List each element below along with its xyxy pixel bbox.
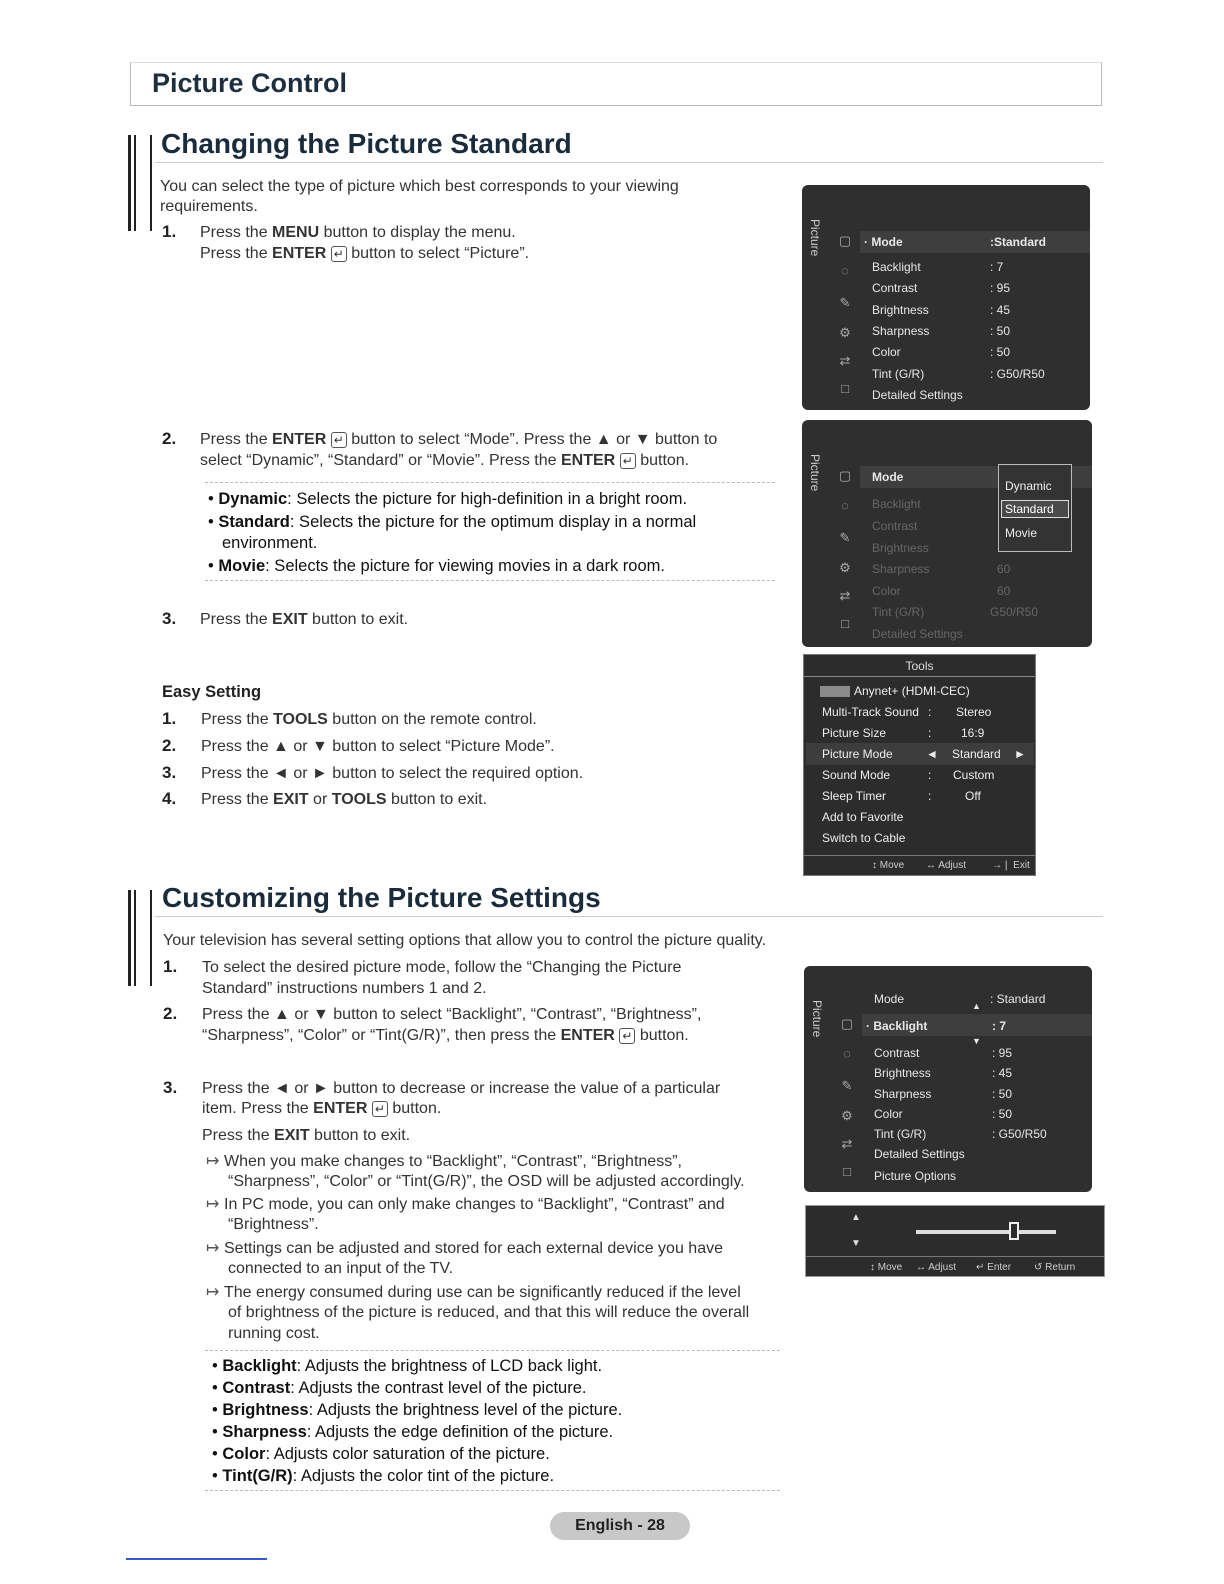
divider (205, 482, 775, 483)
step-text: “Sharpness”, “Color” or “Tint(G/R)”, then press the ENTER ↵ button. (202, 1027, 689, 1044)
tools-row-soundmode[interactable]: Sound Mode (822, 768, 891, 782)
enter-icon: ↵ (976, 1262, 988, 1273)
tools-row-multitrack[interactable]: Multi-Track Sound (822, 705, 919, 719)
footer-adjust: ↔ Adjust (916, 1262, 957, 1273)
note-item: ↦ When you make changes to “Backlight”, “Contrast”, “Brightness”, (206, 1152, 682, 1173)
return-icon: ↺ (1034, 1262, 1046, 1273)
down-arrow-icon[interactable]: ▼ (851, 1238, 861, 1249)
intro-line: requirements. (160, 198, 258, 215)
osd-row-mode: Mode (872, 470, 904, 484)
osd-row-contrast: Contrast (874, 1046, 920, 1060)
step-text: item. Press the ENTER ↵ button. (202, 1100, 442, 1117)
osd-value-tint: : G50/R50 (990, 367, 1045, 381)
setup-icon: ✎ (839, 530, 851, 545)
osd-row-backlight: · Backlight (866, 1019, 928, 1033)
osd-row-brightness: Brightness (874, 1066, 931, 1080)
note-item-cont: of brightness of the picture is reduced, and that this will reduce the overall (228, 1304, 750, 1321)
bullet-standard-cont: environment. (222, 534, 318, 552)
step-text: Press the EXIT button to exit. (202, 1127, 411, 1144)
tools-footer (804, 855, 1035, 875)
tools-sep: : (928, 705, 932, 719)
osd-value-sharpness: : 50 (990, 324, 1011, 338)
enter-icon: ↵ (619, 1028, 635, 1044)
footer-enter: ↵ Enter (976, 1262, 1012, 1273)
tools-value-soundmode: Custom (953, 768, 995, 782)
tools-row-anynet[interactable]: Anynet+ (HDMI-CEC) (854, 684, 970, 698)
note-item: ↦ The energy consumed during use can be significantly reduced if the level (206, 1283, 741, 1304)
enter-icon: ↵ (372, 1101, 388, 1117)
bullet-contrast: • Contrast: Adjusts the contrast level of the picture. (212, 1379, 587, 1397)
section-marker (150, 135, 152, 231)
application-icon: ⇄ (841, 1136, 853, 1151)
left-arrow-icon[interactable]: ◄ (926, 747, 938, 761)
step-text: Press the ◄ or ► button to decrease or increase the value of a particular (202, 1080, 721, 1097)
mode-dropdown[interactable] (998, 464, 1072, 552)
tools-value-multitrack: Stereo (956, 705, 992, 719)
support-icon: □ (841, 381, 849, 396)
tools-sep: : (928, 768, 932, 782)
step-number: 2. (163, 1004, 178, 1023)
note-arrow-icon: ↦ (206, 1240, 220, 1257)
input-icon: ⚙ (839, 560, 851, 575)
section-marker (128, 135, 131, 231)
input-icon: ⚙ (839, 325, 851, 340)
step-number: 2. (162, 736, 177, 755)
tools-title: Tools (804, 655, 1035, 677)
tools-row-picturemode[interactable]: Picture Mode (822, 747, 893, 761)
support-icon: □ (843, 1164, 851, 1179)
osd-value-sharpness: : 50 (992, 1087, 1013, 1101)
intro-line: You can select the type of picture which best corresponds to your viewing (160, 178, 679, 195)
tools-value-picturesize: 16:9 (961, 726, 985, 740)
sound-icon: ◌ (841, 263, 849, 278)
section-rule (155, 162, 1103, 163)
note-item-cont: “Sharpness”, “Color” or “Tint(G/R)”, the OSD will be adjusted accordingly. (228, 1173, 745, 1190)
osd-row-brightness: Brightness (872, 303, 929, 317)
step-number: 1. (163, 957, 178, 976)
osd-value-mode: : Standard (990, 992, 1046, 1006)
input-icon: ⚙ (841, 1108, 853, 1123)
tools-row-switchcable[interactable]: Switch to Cable (822, 831, 906, 845)
divider (205, 1490, 780, 1491)
step-number: 2. (162, 429, 177, 448)
step-number: 3. (162, 609, 177, 628)
step-text: select “Dynamic”, “Standard” or “Movie”. Press the ENTER ↵ button. (200, 452, 690, 469)
osd-side-label: Picture (810, 1000, 824, 1038)
osd-row-tint: Tint (G/R) (872, 367, 925, 381)
sound-icon: ◌ (841, 498, 849, 513)
osd-value-color: 60 (997, 584, 1011, 598)
osd-side-label: Picture (808, 454, 822, 492)
slider-thumb[interactable] (1009, 1222, 1019, 1240)
step-text: Standard” instructions numbers 1 and 2. (202, 980, 487, 997)
tools-sep: : (928, 726, 932, 740)
osd-value-mode: :Standard (990, 235, 1047, 249)
bullet-backlight: • Backlight: Adjusts the brightness of LCD back light. (212, 1357, 603, 1375)
up-arrow-icon: ▲ (972, 1001, 981, 1011)
page-number-badge: English - 28 (550, 1512, 690, 1540)
section-title-picture-standard: Changing the Picture Standard (161, 128, 572, 159)
intro-line: Your television has several setting options that allow you to control the picture quality. (163, 932, 767, 949)
osd-value-backlight: : 7 (992, 1019, 1007, 1033)
support-icon: □ (841, 616, 849, 631)
tools-row-addfavorite[interactable]: Add to Favorite (822, 810, 904, 824)
bullet-sharpness: • Sharpness: Adjusts the edge definition of the picture. (212, 1423, 614, 1441)
setup-icon: ✎ (839, 295, 851, 310)
section-marker (134, 890, 136, 986)
bullet-color: • Color: Adjusts color saturation of the picture. (212, 1445, 550, 1463)
osd-row-color: Color (872, 345, 901, 359)
section-marker (134, 135, 136, 231)
osd-value-tint: G50/R50 (990, 605, 1039, 619)
bullet-brightness: • Brightness: Adjusts the brightness level of the picture. (212, 1401, 623, 1419)
osd-value-contrast: : 95 (990, 281, 1011, 295)
slider-track[interactable] (916, 1230, 1056, 1234)
bullet-tint: • Tint(G/R): Adjusts the color tint of the picture. (212, 1467, 555, 1485)
page-header-title: Picture Control (152, 68, 348, 98)
note-arrow-icon: ↦ (206, 1196, 220, 1213)
tools-row-sleeptimer[interactable]: Sleep Timer (822, 789, 887, 803)
right-arrow-icon[interactable]: ► (1014, 747, 1026, 761)
step-text: Press the ENTER ↵ button to select “Picture”. (200, 245, 530, 262)
osd-side-label: Picture (808, 219, 822, 257)
picture-icon: ▢ (838, 468, 852, 483)
picture-icon: ▢ (840, 1016, 854, 1031)
osd-picture-menu (802, 185, 1090, 410)
step-text: Press the ▲ or ▼ button to select “Backlight”, “Contrast”, “Brightness”, (202, 1006, 702, 1023)
footer-move: ↕ Move (870, 1262, 903, 1273)
sound-icon: ◌ (843, 1046, 851, 1061)
option-movie[interactable]: Movie (1005, 526, 1038, 540)
step-text: Press the EXIT button to exit. (200, 611, 409, 628)
osd-mode-menu (802, 420, 1092, 647)
osd-row-detailed: Detailed Settings (874, 1147, 965, 1161)
osd-row-tint: Tint (G/R) (874, 1127, 927, 1141)
bottom-rule (126, 1558, 267, 1560)
footer-move: ↕ Move (872, 860, 905, 871)
note-item-cont: “Brightness”. (228, 1216, 319, 1233)
bullet-movie: • Movie: Selects the picture for viewing movies in a dark room. (208, 557, 665, 575)
osd-row-tint: Tint (G/R) (872, 605, 925, 619)
easy-step-text: Press the ◄ or ► button to select the required option. (201, 765, 584, 782)
section-rule (155, 916, 1103, 917)
osd-row-detailed: Detailed Settings (872, 388, 963, 402)
divider (205, 1350, 780, 1351)
osd-value-tint: : G50/R50 (992, 1127, 1047, 1141)
step-text: To select the desired picture mode, follow the “Changing the Picture (202, 959, 682, 976)
osd-value-color: : 50 (992, 1107, 1013, 1121)
note-arrow-icon: ↦ (206, 1284, 220, 1301)
osd-value-brightness: : 45 (990, 303, 1011, 317)
slider-footer (806, 1256, 1104, 1276)
footer-adjust: ↔ Adjust (926, 860, 967, 871)
option-dynamic[interactable]: Dynamic (1005, 479, 1052, 493)
osd-value-sharpness: 60 (997, 562, 1011, 576)
section-title-customizing: Customizing the Picture Settings (162, 882, 601, 913)
osd-row-sharpness: Sharpness (872, 324, 930, 338)
step-number: 4. (162, 789, 177, 808)
step-number: 3. (162, 763, 177, 782)
step-number: 3. (163, 1078, 178, 1097)
note-item-cont: running cost. (228, 1325, 320, 1342)
application-icon: ⇄ (839, 353, 851, 368)
note-item: ↦ In PC mode, you can only make changes to “Backlight”, “Contrast” and (206, 1195, 725, 1216)
note-arrow-icon: ↦ (206, 1153, 220, 1170)
tools-sep: : (928, 789, 932, 803)
enter-icon: ↵ (331, 246, 347, 262)
picture-icon: ▢ (838, 233, 852, 248)
note-item: ↦ Settings can be adjusted and stored for each external device you have (206, 1239, 723, 1260)
note-item-cont: connected to an input of the TV. (228, 1260, 454, 1277)
down-arrow-icon: ▼ (972, 1036, 981, 1046)
osd-value-contrast: : 95 (992, 1046, 1013, 1060)
enter-icon: ↵ (620, 453, 636, 469)
bullet-standard: • Standard: Selects the picture for the optimum display in a normal (208, 513, 697, 531)
osd-row-sharpness: Sharpness (874, 1087, 932, 1101)
osd-row-mode: Mode (874, 992, 905, 1006)
osd-row-mode: · Mode (864, 235, 903, 249)
easy-step-text: Press the TOOLS button on the remote control. (201, 711, 537, 728)
easy-step-text: Press the ▲ or ▼ button to select “Picture Mode”. (201, 738, 555, 755)
osd-row-contrast: Contrast (872, 519, 918, 533)
backlight-slider-panel (805, 1205, 1105, 1277)
osd-row-brightness: Brightness (872, 541, 929, 555)
osd-value-brightness: : 45 (992, 1066, 1013, 1080)
anynet-logo-icon (820, 686, 850, 697)
step-number: 1. (162, 709, 177, 728)
easy-setting-title: Easy Setting (162, 683, 262, 701)
option-standard[interactable]: Standard (1005, 502, 1054, 516)
footer-exit: →❘ Exit (992, 860, 1030, 871)
easy-step-text: Press the EXIT or TOOLS button to exit. (201, 791, 488, 808)
footer-return: ↺ Return (1034, 1262, 1076, 1273)
step-number: 1. (162, 222, 177, 241)
osd-row-sharpness: Sharpness (872, 562, 930, 576)
divider (205, 580, 775, 581)
enter-icon: ↵ (331, 432, 347, 448)
step-text: Press the ENTER ↵ button to select “Mode”. Press the ▲ or ▼ button to (200, 431, 718, 448)
osd-row-backlight: Backlight (872, 260, 921, 274)
section-marker (150, 890, 152, 986)
step-text: Press the MENU button to display the menu. (200, 224, 516, 241)
bullet-dynamic: • Dynamic: Selects the picture for high-definition in a bright room. (208, 490, 688, 508)
section-marker (128, 890, 131, 986)
tools-value-picturemode: Standard (952, 747, 1001, 761)
tools-row-picturesize[interactable]: Picture Size (822, 726, 887, 740)
osd-backlight-menu (804, 966, 1092, 1192)
osd-row-color: Color (872, 584, 901, 598)
osd-value-backlight: : 7 (990, 260, 1004, 274)
osd-value-color: : 50 (990, 345, 1011, 359)
osd-row-picture-options: Picture Options (874, 1169, 957, 1183)
osd-row-detailed: Detailed Settings (872, 627, 963, 641)
osd-row-color: Color (874, 1107, 903, 1121)
up-arrow-icon[interactable]: ▲ (851, 1212, 861, 1223)
application-icon: ⇄ (839, 588, 851, 603)
tools-menu (803, 654, 1036, 876)
osd-row-contrast: Contrast (872, 281, 918, 295)
tools-value-sleeptimer: Off (965, 789, 981, 803)
osd-row-backlight: Backlight (872, 497, 921, 511)
setup-icon: ✎ (841, 1078, 853, 1093)
